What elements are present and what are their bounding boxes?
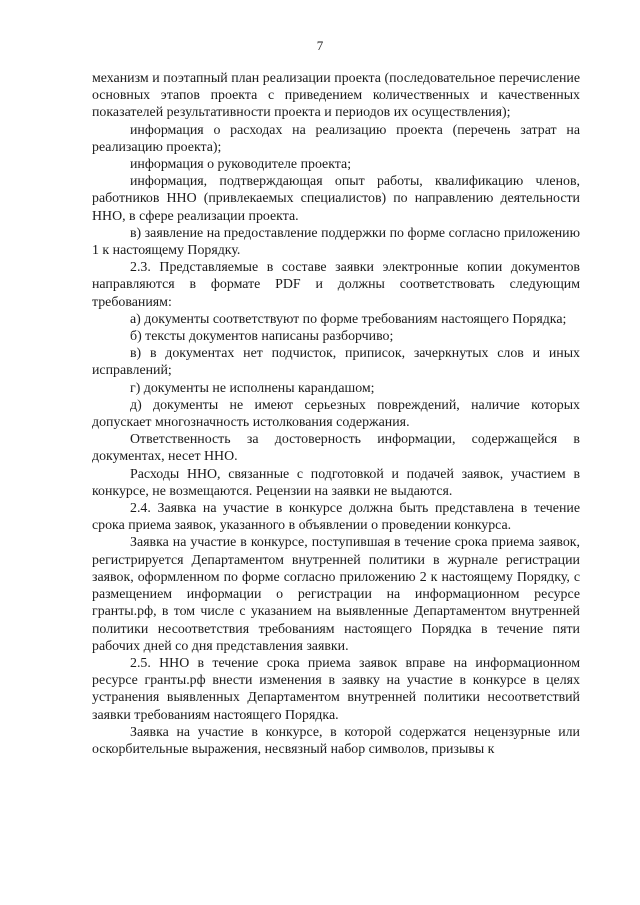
- paragraph-experience-info: информация, подтверждающая опыт работы, квалификацию членов, работников ННО (привлекаемых специалистов) по направлению деятельности ННО, в сфере реализации проекта.: [92, 174, 580, 224]
- paragraph-section-2-3: 2.3. Представляемые в составе заявки электронные копии документов направляются в формате PDF и должны соответствовать следующим требованиям:: [92, 260, 580, 310]
- page-number: 7: [316, 38, 324, 53]
- list-item-a: а) документы соответствуют по форме требованиям настоящего Порядка;: [130, 311, 567, 327]
- paragraph-registration: Заявка на участие в конкурсе, поступившая в течение срока приема заявок, регистрируется Департаментом внутренней политики в журнале регистрации заявок, оформленном по форме согласно приложению 2 к настоящему Порядку, с размещением информации о регистрации на информационном ресурсе гранты.рф, в том числе с указанием на выявленные Департаментом внутренней политики несоответствия требованиям настоящего Порядка в течение пяти рабочих дней со дня представления заявки.: [92, 535, 580, 654]
- paragraph-section-2-4: 2.4. Заявка на участие в конкурсе должна быть представлена в течение срока приема заявок, указанного в объявлении о проведении конкурса.: [92, 501, 580, 534]
- paragraph-application-statement: в) заявление на предоставление поддержки по форме согласно приложению 1 к настоящему Порядку.: [92, 225, 580, 259]
- paragraph-project-mechanism: механизм и поэтапный план реализации проекта (последовательное перечисление основных этапов проекта с приведением количественных и качественных показателей результативности проекта и периодов их осуществления);: [92, 71, 580, 121]
- list-item-d: д) документы не имеют серьезных повреждений, наличие которых допускает многозначность истолкования содержания.: [92, 397, 580, 431]
- paragraph-expenses-not-reimbursed: Расходы ННО, связанные с подготовкой и подачей заявок, участием в конкурсе, не возмещаются. Рецензии на заявки не выдаются.: [92, 466, 580, 499]
- body-text: [92, 70, 580, 758]
- list-item-b: б) тексты документов написаны разборчиво;: [130, 329, 394, 345]
- paragraph-responsibility: Ответственность за достоверность информации, содержащейся в документах, несет ННО.: [92, 432, 580, 465]
- paragraph-expenses-info: информация о расходах на реализацию проекта (перечень затрат на реализацию проекта);: [92, 122, 580, 155]
- list-item-g: г) документы не исполнены карандашом;: [130, 380, 375, 396]
- list-item-v: в) в документах нет подчисток, приписок, зачеркнутых слов и иных исправлений;: [92, 346, 580, 379]
- paragraph-obscene-content: Заявка на участие в конкурсе, в которой содержатся нецензурные или оскорбительные выражения, несвязный набор символов, призывы к: [92, 724, 580, 757]
- paragraph-section-2-5: 2.5. ННО в течение срока приема заявок вправе на информационном ресурсе гранты.рф внести изменения в заявку на участие в конкурсе в целях устранения выявленных Департаментом внутренней политики несоответствий заявки требованиям настоящего Порядка.: [92, 655, 580, 723]
- paragraph-project-leader-info: информация о руководителе проекта;: [130, 157, 352, 173]
